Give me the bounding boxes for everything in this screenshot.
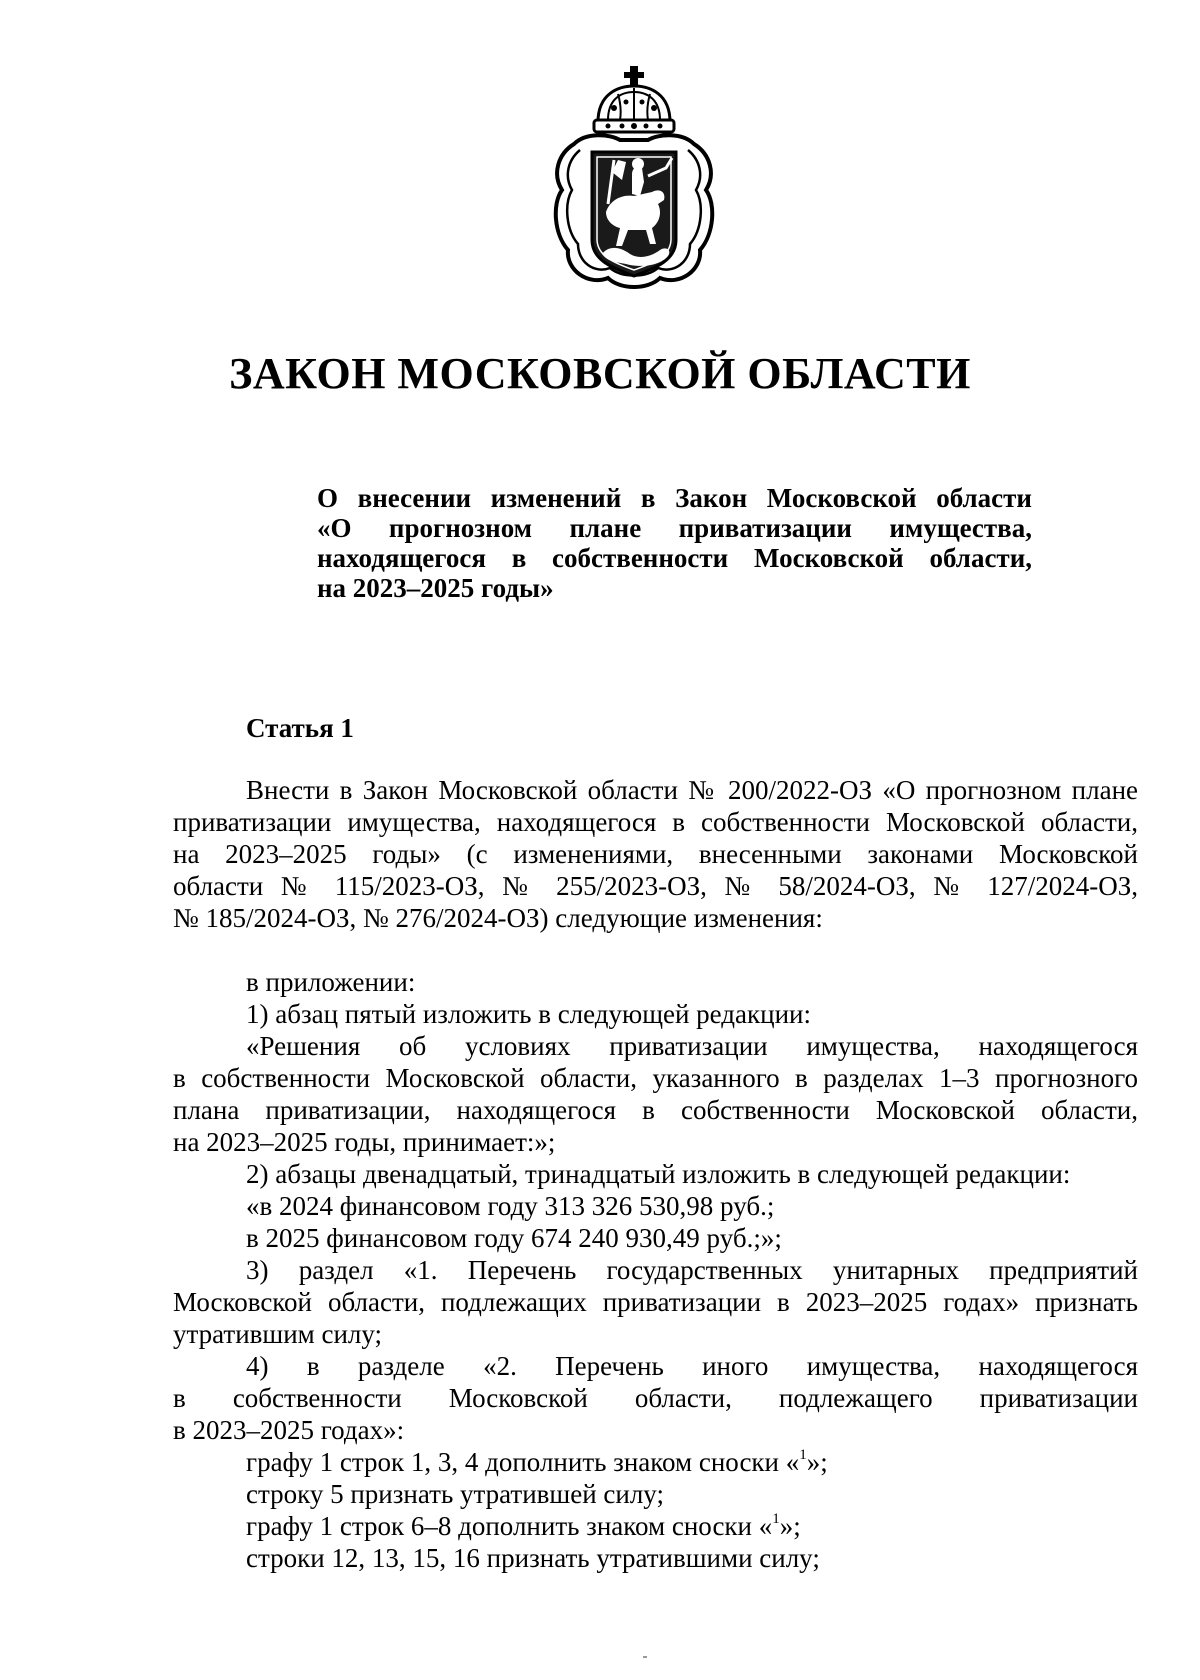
body-line: в приложении: <box>246 967 416 997</box>
subtitle-line: на 2023–2025 годы» <box>317 573 554 603</box>
article-heading: Статья 1 <box>246 713 354 743</box>
body-line: «Решения об условиях приватизации имущества, находящегося <box>246 1031 1138 1061</box>
body-line: Московской области, подлежащих приватизации в 2023–2025 годах» признать <box>173 1287 1138 1317</box>
body-line: в собственности Московской области, указанного в разделах 1–3 прогнозного <box>173 1063 1138 1093</box>
body-line: № 185/2024-ОЗ, № 276/2024-ОЗ) следующие изменения: <box>173 903 823 933</box>
coat-of-arms-icon <box>548 64 720 294</box>
body-line <box>173 1510 1138 1542</box>
body-line: «в 2024 финансовом году 313 326 530,98 руб.; <box>246 1191 775 1221</box>
body-text: »; <box>779 1511 801 1541</box>
body-line: в 2023–2025 годах»: <box>173 1415 405 1445</box>
body-line: 4) в разделе «2. Перечень иного имущества, находящегося <box>246 1351 1138 1381</box>
subtitle-line: О внесении изменений в Закон Московской области <box>317 483 1032 513</box>
body-line: в собственности Московской области, подлежащего приватизации <box>173 1383 1138 1413</box>
article-body <box>173 774 1138 1574</box>
body-line: плана приватизации, находящегося в собственности Московской области, <box>173 1095 1138 1125</box>
law-subtitle <box>317 483 1032 603</box>
body-line: Внести в Закон Московской области № 200/2022-ОЗ «О прогнозном плане <box>246 775 1138 805</box>
body-text: графу 1 строк 1, 3, 4 дополнить знаком сноски « <box>246 1447 800 1477</box>
footnote-mark: 1 <box>799 1447 807 1463</box>
body-line: на 2023–2025 годы» (с изменениями, внесенными законами Московской <box>173 839 1138 869</box>
body-line: в 2025 финансовом году 674 240 930,49 руб.;»; <box>246 1223 782 1253</box>
body-line: строку 5 признать утратившей силу; <box>246 1479 664 1509</box>
body-line: 3) раздел «1. Перечень государственных унитарных предприятий <box>246 1255 1138 1285</box>
body-line: на 2023–2025 годы, принимает:»; <box>173 1127 556 1157</box>
law-title: ЗАКОН МОСКОВСКОЙ ОБЛАСТИ <box>229 349 971 398</box>
body-line: 2) абзацы двенадцатый, тринадцатый изложить в следующей редакции: <box>246 1159 1071 1189</box>
body-line: приватизации имущества, находящегося в собственности Московской области, <box>173 807 1138 837</box>
body-line: утратившим силу; <box>173 1319 383 1349</box>
scan-dot <box>643 1656 647 1658</box>
body-line <box>173 1446 1138 1478</box>
subtitle-line: находящегося в собственности Московской области, <box>317 543 1032 573</box>
body-text: графу 1 строк 6–8 дополнить знаком сноски « <box>246 1511 773 1541</box>
body-line: 1) абзац пятый изложить в следующей редакции: <box>246 999 811 1029</box>
body-line: строки 12, 13, 15, 16 признать утратившими силу; <box>246 1543 820 1573</box>
subtitle-line: «О прогнозном плане приватизации имущества, <box>317 513 1032 543</box>
body-text: »; <box>806 1447 828 1477</box>
footnote-mark: 1 <box>772 1511 780 1527</box>
body-line: области № 115/2023-ОЗ, № 255/2023-ОЗ, № 58/2024-ОЗ, № 127/2024-ОЗ, <box>173 871 1138 901</box>
